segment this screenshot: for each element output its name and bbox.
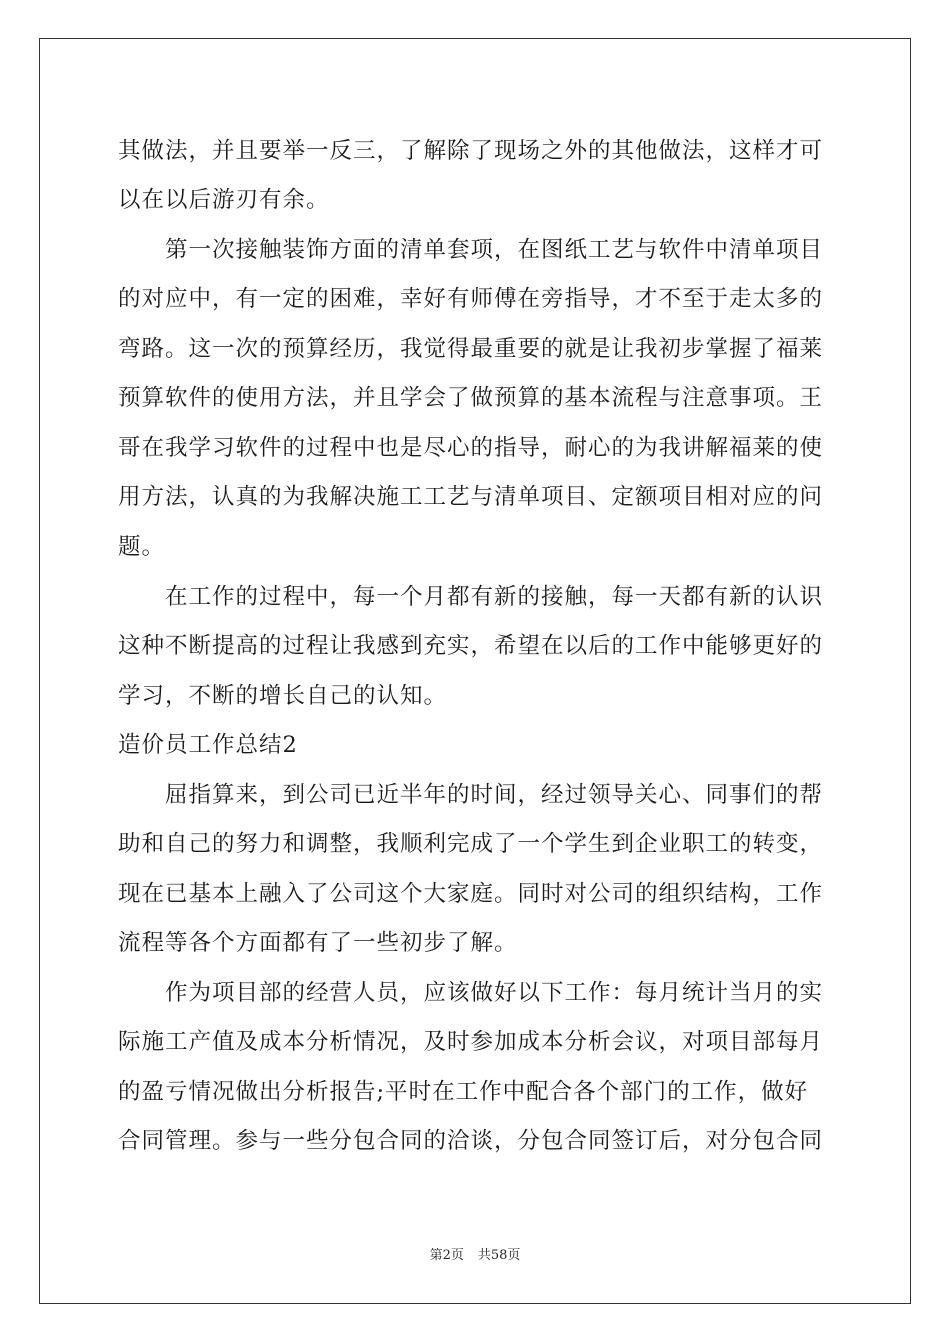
text-line: 作为项目部的经营人员，应该做好以下工作：每月统计当月的实	[118, 980, 824, 1006]
text-line: 合同管理。参与一些分包合同的洽谈，分包合同签订后，对分包合同	[118, 1128, 824, 1154]
text-line: 助和自己的努力和调整，我顺利完成了一个学生到企业职工的转变，	[118, 831, 824, 857]
text-line: 屈指算来，到公司已近半年的时间，经过领导关心、同事们的帮	[118, 782, 824, 808]
text-line: 题。	[118, 534, 166, 560]
page-frame	[39, 38, 911, 1304]
text-line: 用方法，认真的为我解决施工工艺与清单项目、定额项目相对应的问	[118, 484, 824, 510]
text-line: 现在已基本上融入了公司这个大家庭。同时对公司的组织结构，工作	[118, 881, 824, 907]
page-total: 共58页	[477, 1248, 521, 1263]
text-line: 流程等各个方面都有了一些初步了解。	[118, 930, 518, 956]
section-heading: 造价员工作总结2	[118, 732, 298, 758]
text-line: 第一次接触装饰方面的清单套项，在图纸工艺与软件中清单项目	[118, 237, 824, 263]
text-line: 弯路。这一次的预算经历，我觉得最重要的就是让我初步掌握了福莱	[118, 336, 824, 362]
text-line: 这种不断提高的过程让我感到充实，希望在以后的工作中能够更好的	[118, 633, 824, 659]
text-line: 哥在我学习软件的过程中也是尽心的指导，耐心的为我讲解福莱的使	[118, 435, 824, 461]
text-line: 以在以后游刃有余。	[118, 187, 330, 213]
text-line: 的盈亏情况做出分析报告;平时在工作中配合各个部门的工作，做好	[118, 1079, 809, 1105]
text-line: 在工作的过程中，每一个月都有新的接触，每一天都有新的认识	[118, 584, 824, 610]
text-line: 其做法，并且要举一反三，了解除了现场之外的其他做法，这样才可	[118, 138, 824, 164]
text-line: 学习，不断的增长自己的认知。	[118, 683, 448, 709]
text-line: 的对应中，有一定的困难，幸好有师傅在旁指导，才不至于走太多的	[118, 286, 824, 312]
text-line: 预算软件的使用方法，并且学会了做预算的基本流程与注意事项。王	[118, 385, 824, 411]
text-line: 际施工产值及成本分析情况，及时参加成本分析会议，对项目部每月	[118, 1029, 824, 1055]
page-number: 第2页	[429, 1248, 464, 1263]
page-footer	[0, 1244, 950, 1263]
